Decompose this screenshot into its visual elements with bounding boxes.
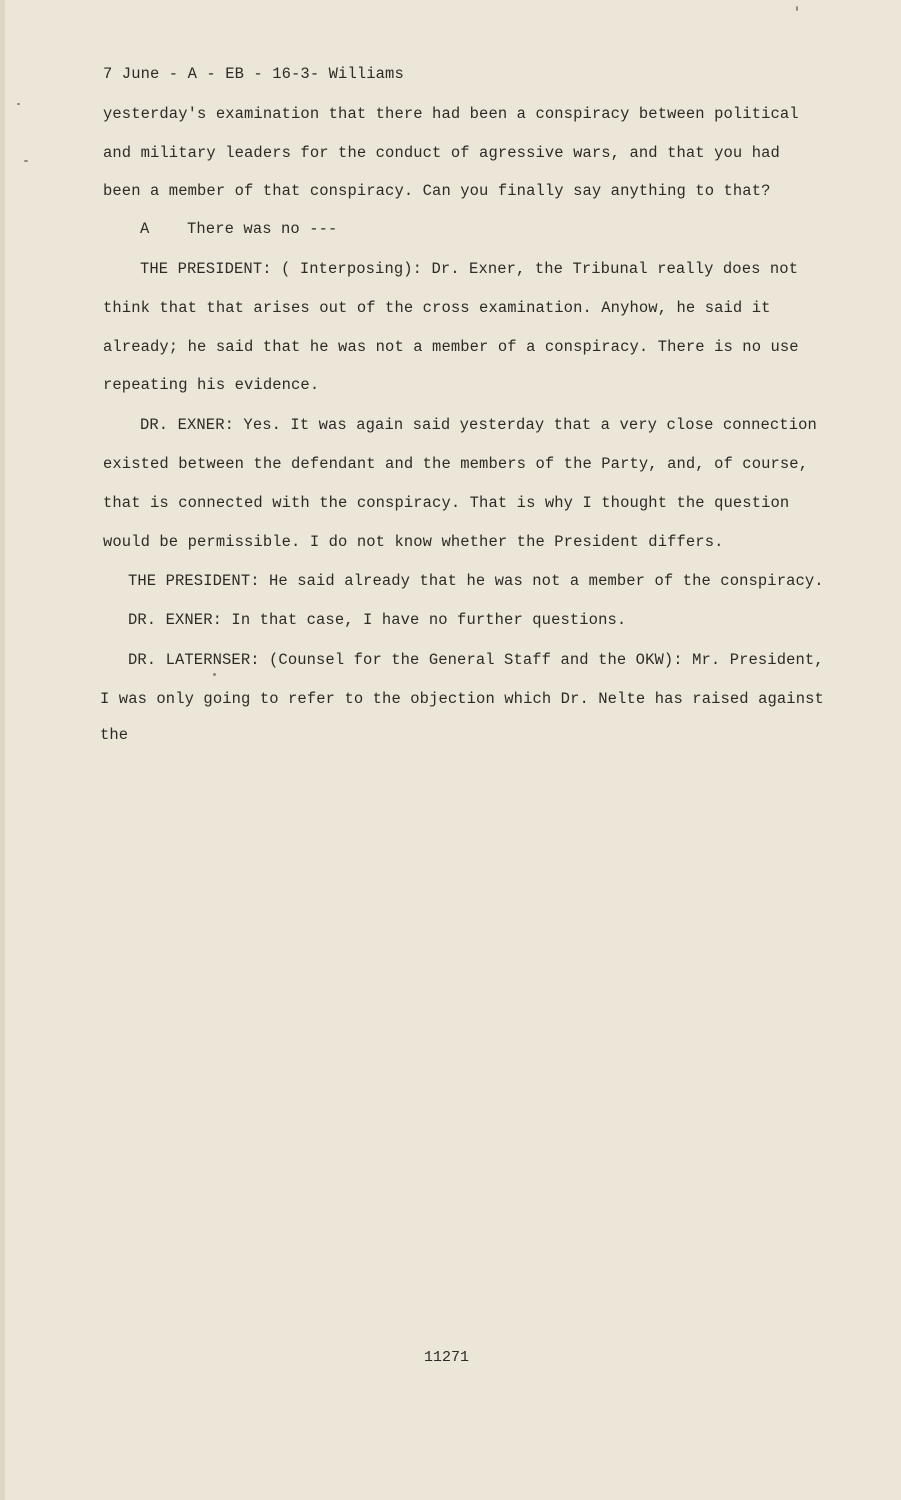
text-line: DR. EXNER: Yes. It was again said yesterday that a very close connection (140, 416, 817, 434)
text-line: DR. EXNER: In that case, I have no further questions. (128, 611, 627, 629)
text-line: been a member of that conspiracy. Can you finally say anything to that? (103, 182, 771, 200)
paper-speck (796, 6, 798, 11)
text-line: think that that arises out of the cross examination. Anyhow, he said it (103, 299, 771, 317)
text-line: I was only going to refer to the objection which Dr. Nelte has raised against (100, 690, 824, 708)
text-line: yesterday's examination that there had been a conspiracy between political (103, 105, 799, 123)
text-line: existed between the defendant and the members of the Party, and, of course, (103, 455, 809, 473)
text-line: A There was no --- (140, 220, 338, 238)
paper-speck (24, 160, 28, 162)
page-number: 11271 (424, 1349, 470, 1366)
text-line: repeating his evidence. (103, 376, 320, 394)
paper-speck (17, 103, 20, 105)
text-line: already; he said that he was not a member of a conspiracy. There is no use (103, 338, 799, 356)
header-line: 7 June - A - EB - 16-3- Williams (103, 65, 404, 83)
paper-speck (213, 673, 216, 676)
text-line: that is connected with the conspiracy. That is why I thought the question (103, 494, 790, 512)
page-edge (0, 0, 5, 1500)
text-line: the (100, 726, 129, 744)
text-line: DR. LATERNSER: (Counsel for the General Staff and the OKW): Mr. President, (128, 651, 824, 669)
text-line: would be permissible. I do not know whether the President differs. (103, 533, 724, 551)
text-line: THE PRESIDENT: He said already that he was not a member of the conspiracy. (128, 572, 824, 590)
text-line: and military leaders for the conduct of agressive wars, and that you had (103, 144, 780, 162)
text-line: THE PRESIDENT: ( Interposing): Dr. Exner, the Tribunal really does not (140, 260, 799, 278)
